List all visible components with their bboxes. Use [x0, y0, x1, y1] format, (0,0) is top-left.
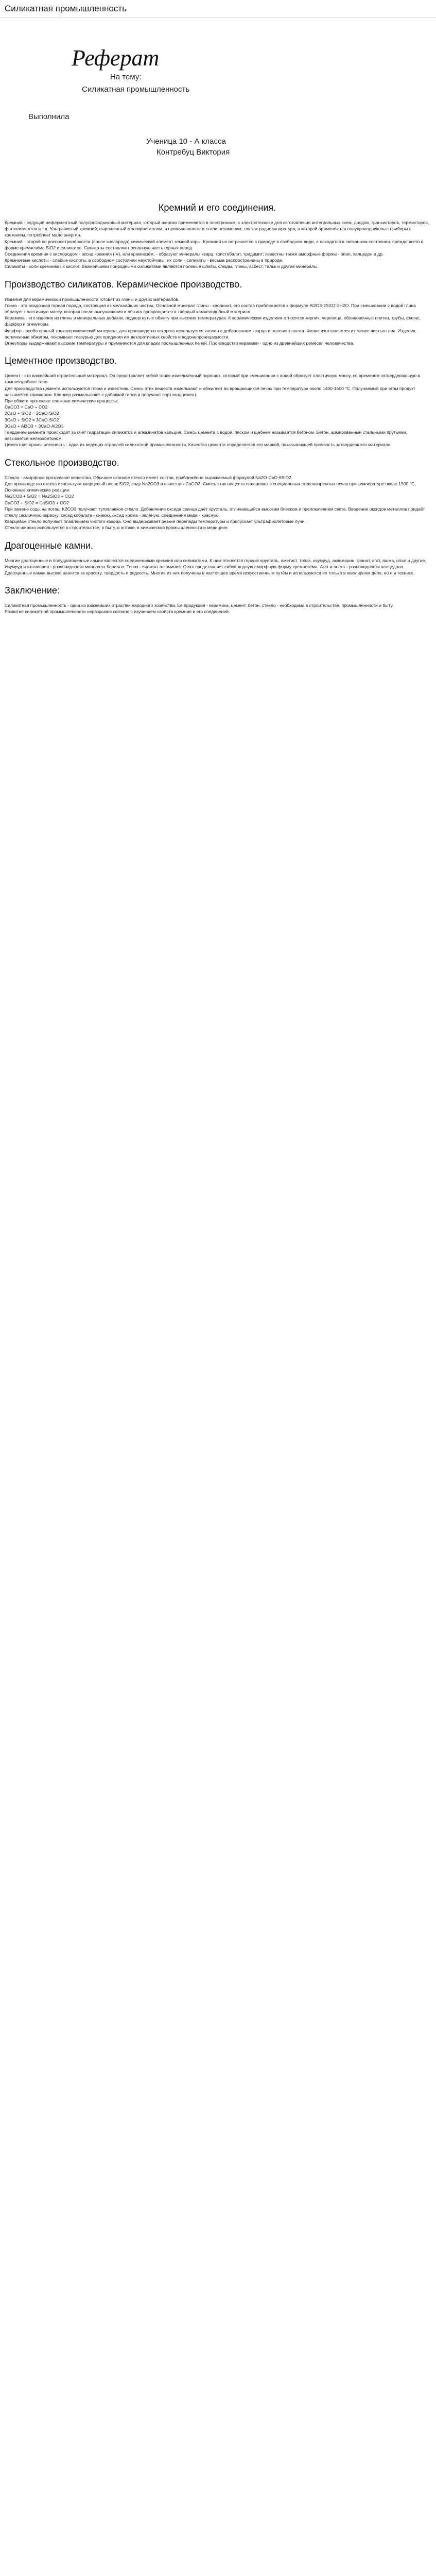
formula: 2CaO + SiO2 = 2CaO·SiO2 [5, 411, 59, 416]
paragraph: Основные химические реакции: [5, 487, 71, 493]
section-cement [5, 355, 430, 448]
paragraph: Для производства стекла используют кварцевый песок SiO2, соду Na2CO3 и известняк CaCO3. Смесь этих веществ сплавляют в специальных стекловаренных печах при температуре около 1500 °C. [5, 481, 416, 486]
formula: Na2CO3 + SiO2 = Na2SiO3 + CO2 [5, 494, 74, 499]
section-glass [5, 457, 430, 531]
formula: 3CaO + Al2O3 = 3CaO·Al2O3 [5, 423, 64, 429]
section-heading: Производство силикатов. Керамическое производство. [5, 279, 242, 290]
paragraph: Кремний - ведущий неферментный полупроводниковый материал, который широко применяется в электронике, в электротехнике для изготовления интегральных схем, диодов, транзисторов, термисторов, фотоэлементов и т.д. Ультрачистый кремний, выращенный монокристаллом, в промышленности стали незаменим, так как радиоаппаратура, в которой применяются полупроводниковые приборы с кремнием, потребляет мало энергии. [5, 220, 429, 238]
paragraph: Кварцевое стекло получают плавлением чистого кварца. Оно выдерживает резкие перепады температуры и пропускает ультрафиолетовые лучи. [5, 519, 306, 524]
paragraph: Силикаты - соли кремниевых кислот. Важнейшими природными силикатами являются полевые шпаты, слюды, глины, асбест, тальк и другие минералы. [5, 264, 319, 269]
cover-student-name: Контребуц Виктория [156, 148, 230, 157]
paragraph: При обжиге протекают сложные химические процессы: [5, 398, 118, 404]
section-silicon [5, 202, 430, 270]
paragraph: Цемент - это важнейший строительный материал. Он представляет собой тонко измельчённый порошок, который при смешивании с водой образует пластичную массу, со временем затвердевающую в камнеподобное тело. [5, 373, 421, 385]
paragraph: Развитие силикатной промышленности неразрывно связано с изучением свойств кремния и его соединений. [5, 609, 230, 615]
paragraph: Стекло широко используется в строительстве, в быту, в оптике, в химической промышленности и медицине. [5, 525, 229, 531]
formula: CaCO3 = CaO + CO2 [5, 404, 48, 410]
section-heading: Стекольное производство. [5, 457, 119, 468]
paragraph: Огнеупоры выдерживают высокие температуры и применяются для кладки промышленных печей. Производство керамики - одно из древнейших ремёсел человечества. [5, 341, 354, 346]
paragraph: Изделия для керамической промышленности готовят из глины и других материалов. [5, 296, 180, 302]
paragraph: Цементная промышленность - одна из ведущих отраслей силикатной промышленности. Качество цемента определяется его маркой, показывающей прочность затвердевшего материала. [5, 442, 392, 448]
paragraph: Многие драгоценные и полудрагоценные камни являются соединениями кремния или силикатами. К ним относятся горный хрусталь, аметист, топаз, изумруд, аквамарин, гранат, агат, яшма, опал и другие. [5, 557, 426, 563]
paragraph: Соединения кремния с кислородом - оксид кремния (IV), или кремнезём, - образуют минералы кварц, кристобалит, тридимит; известны также аморфные формы - опал, халцедон и др. [5, 251, 384, 257]
paragraph: Глина - это осадочная горная порода, состоящая из мельчайших частиц. Основной минерал глины - каолинит, его состав приближается к формуле Al2O3·2SiO2·2H2O. При смешивании с водой глина образует пластичную массу, которая после высушивания и обжига превращается в твёрдый камнеподобный материал. [5, 302, 416, 315]
section-conclusion [5, 585, 430, 615]
paragraph: Стекло - аморфное прозрачное вещество. Обычное оконное стекло имеет состав, приближённо выражаемый формулой Na2O·CaO·6SiO2. [5, 474, 293, 480]
cover-page [5, 18, 430, 193]
document-body [0, 18, 436, 615]
section-heading: Кремний и его соединения. [158, 202, 276, 213]
paragraph: Для производства цемента используются глина и известняк. Смесь этих веществ измельчают и обжигают во вращающихся печах при температуре около 1400-1500 °C. Получаемый при этом продукт называется клинкером. Клинкер размалывают с добавкой гипса и получают портландцемент. [5, 385, 415, 397]
section-gems [5, 540, 430, 577]
paragraph: Изумруд и аквамарин - разновидности минерала берилла. Топаз - силикат алюминия. Опал представляет собой водную аморфную форму кремнезёма. Агат и яшма - разновидности халцедона. [5, 564, 405, 569]
paragraph: Керамика - это изделия из глины и минеральных добавок, подвергнутые обжигу при высоких температурах. К керамическим изделиям относятся кирпич, черепица, облицовочные плитки, трубы, фаянс, фарфор и огнеупоры. [5, 315, 421, 327]
paragraph: При замене соды на поташ K2CO3 получают тугоплавкое стекло. Добавление оксида свинца даёт хрусталь, отличающийся высоким блеском и преломлением света. Введение оксидов металлов придаёт стеклу различную окраску: оксид кобальта - синюю, оксид хрома - зелёную, соединения меди - красную. [5, 506, 425, 518]
section-heading: Заключение: [5, 585, 60, 596]
cover-topic: Силикатная промышленность [82, 85, 190, 94]
section-ceramics [5, 279, 430, 347]
document-title: Силикатная промышленность [5, 4, 127, 13]
formula: 3CaO + SiO2 = 3CaO·SiO2 [5, 417, 59, 422]
cover-student-class: Ученица 10 - А класса [146, 137, 226, 146]
paragraph: Кремниевые кислоты - слабые кислоты, в свободном состоянии неустойчивы; их соли - силикаты - весьма распространены в природе. [5, 258, 283, 263]
paragraph: Фарфор - особо ценный тонкокерамический материал, для производства которого используется каолин с добавлением кварца и полевого шпата. Фаянс изготовляется из менее чистых глин. Изделия, полученные обжигом, покрывают глазурью для придания им декоративных свойств и водонепроницаемости. [5, 328, 417, 340]
document-header [0, 0, 436, 18]
paragraph: Силикатная промышленность - одна из важнейших отраслей народного хозяйства. Её продукция - керамика, цемент, бетон, стекло - необходима в строительстве, промышленности и быту. [5, 603, 394, 608]
section-heading: Драгоценные камни. [5, 540, 93, 551]
paragraph: Кремний - второй по распространённости (после кислорода) химический элемент земной коры. Кремний не встречается в природе в свободном виде, а находится в связанном состоянии, прежде всего в форме кремнезёма SiO2 и силикатов. Силикаты составляют основную часть горных пород. [5, 239, 424, 250]
formula: CaCO3 + SiO2 = CaSiO3 + CO2 [5, 500, 69, 505]
cover-title: Реферат [72, 45, 160, 71]
paragraph: Твердение цемента происходит за счёт гидратации силикатов и алюминатов кальция. Смесь цемента с водой, песком и щебнем называется бетоном. Бетон, армированный стальными прутьями, называется железобетоном. [5, 430, 408, 442]
cover-executor-label: Выполнила [28, 112, 69, 121]
cover-topic-label: На тему: [110, 73, 142, 81]
paragraph: Драгоценные камни высоко ценятся за красоту, твёрдость и редкость. Многие из них получены в настоящее время искусственным путём и используются не только в ювелирном деле, но и в технике. [5, 570, 415, 575]
section-heading: Цементное производство. [5, 355, 117, 366]
